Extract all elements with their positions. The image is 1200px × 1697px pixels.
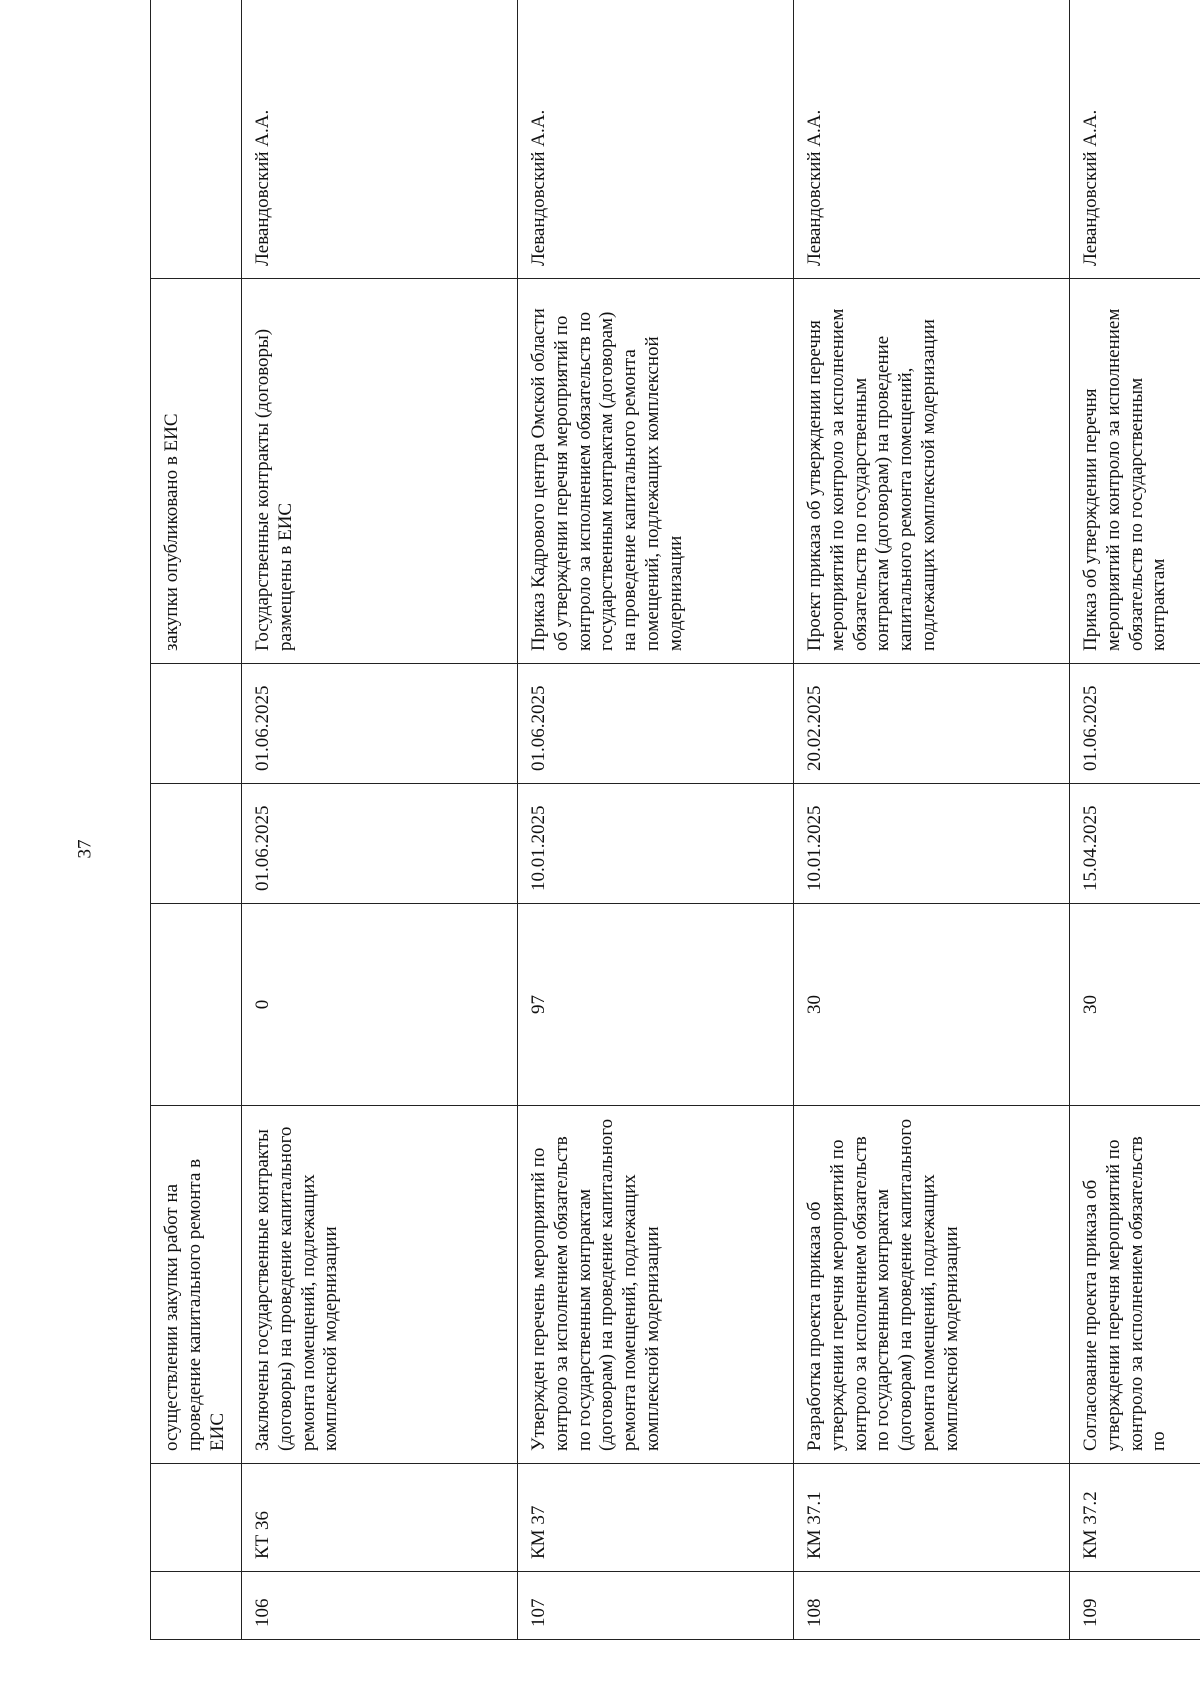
cell-name: Утвержден перечень мероприятий по контроло за исполнением обязательств по государственным контрактам (договорам) на проведение капитального ремонта помещений, подлежащих комплексной модернизации (518, 1106, 794, 1464)
cell-responsible: Левандовский А.А. (242, 0, 518, 279)
cell-end: 01.06.2025 (518, 664, 794, 784)
cell-result: закупки опубликовано в ЕИС (151, 279, 242, 664)
cell-duration: 0 (242, 904, 518, 1106)
cell-result: Государственные контракты (договоры) размещены в ЕИС (242, 279, 518, 664)
cell-responsible: Левандовский А.А. (1070, 0, 1200, 279)
table-row (242, 0, 518, 1640)
cell-number: 109 (1070, 1572, 1200, 1640)
table-row (1070, 0, 1200, 1640)
cell-duration: 30 (1070, 904, 1200, 1106)
cell-number (151, 1572, 242, 1640)
cell-end: 01.06.2025 (1070, 664, 1200, 784)
cell-code: КМ 37 (518, 1464, 794, 1572)
cell-code (151, 1464, 242, 1572)
cell-end: 01.06.2025 (242, 664, 518, 784)
cell-number: 106 (242, 1572, 518, 1640)
cell-code: КМ 37.1 (794, 1464, 1070, 1572)
cell-end (151, 664, 242, 784)
cell-duration (151, 904, 242, 1106)
cell-start (151, 784, 242, 904)
cell-number: 107 (518, 1572, 794, 1640)
cell-name: осуществлении закупки работ на проведение капитального ремонта в ЕИС (151, 1106, 242, 1464)
cell-duration: 97 (518, 904, 794, 1106)
cell-duration: 30 (794, 904, 1070, 1106)
cell-number: 108 (794, 1572, 1070, 1640)
cell-result: Приказ об утверждении перечня мероприятий по контроло за исполнением обязательств по государственным контрактам (1070, 279, 1200, 664)
cell-start: 10.01.2025 (794, 784, 1070, 904)
cell-code: КМ 37.2 (1070, 1464, 1200, 1572)
cell-responsible: Левандовский А.А. (518, 0, 794, 279)
plan-table (150, 0, 1200, 1640)
cell-name: Согласование проекта приказа об утверждении перечня мероприятий по контроло за исполнением обязательств по (1070, 1106, 1200, 1464)
table-row-continuation (151, 0, 242, 1640)
cell-start: 01.06.2025 (242, 784, 518, 904)
cell-start: 10.01.2025 (518, 784, 794, 904)
cell-name: Разработка проекта приказа об утверждении перечня мероприятий по контроло за исполнением обязательств по государственным контрактам (договорам) на проведение капитального ремонта помещений, подлежащих комплексной модернизации (794, 1106, 1070, 1464)
cell-code: КТ 36 (242, 1464, 518, 1572)
cell-start: 15.04.2025 (1070, 784, 1200, 904)
cell-result: Приказ Кадрового центра Омской области об утверждении перечня мероприятий по контроло за исполнением обязательств по государственным контрактам (договорам) на проведение капитального ремонта помещений, подлежащих комплексной модернизации (518, 279, 794, 664)
cell-name: Заключены государственные контракты (договоры) на проведение капитального ремонта помещений, подлежащих комплексной модернизации (242, 1106, 518, 1464)
table-row (518, 0, 794, 1640)
table-row (794, 0, 1070, 1640)
cell-responsible (151, 0, 242, 279)
page-number: 37 (74, 839, 96, 859)
cell-end: 20.02.2025 (794, 664, 1070, 784)
cell-result: Проект приказа об утверждении перечня мероприятий по контроло за исполнением обязательств по государственным контрактам (договорам) на проведение капитального ремонта помещений, подлежащих комплексной модернизации (794, 279, 1070, 664)
cell-responsible: Левандовский А.А. (794, 0, 1070, 279)
